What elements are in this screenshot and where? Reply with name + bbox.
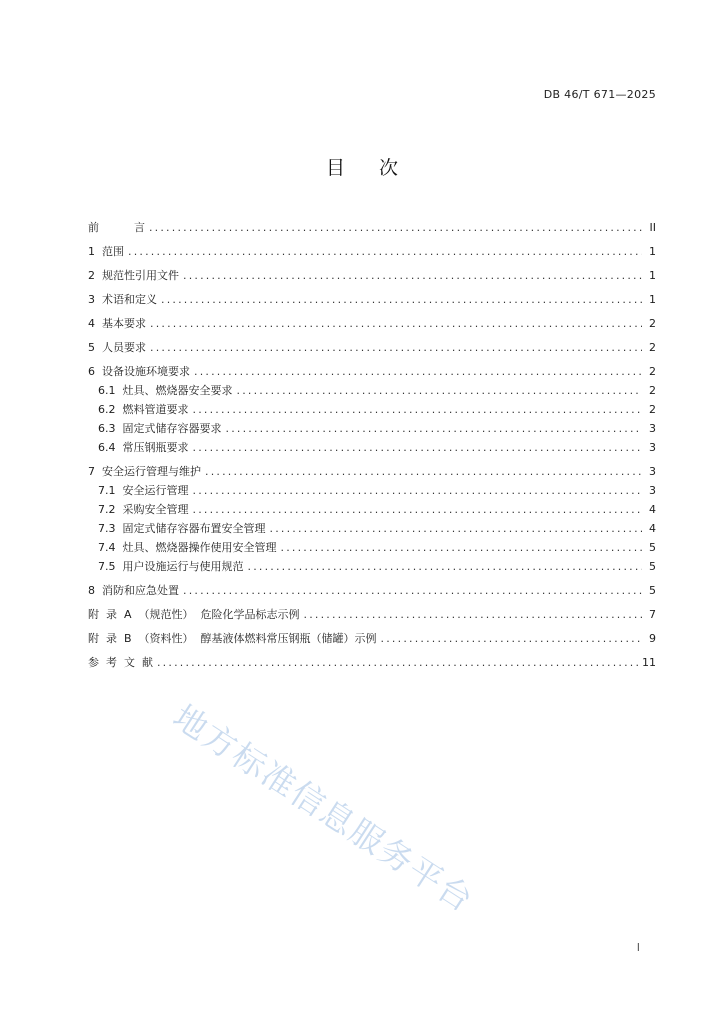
- toc-entry-label: 7.2 采购安全管理: [98, 503, 189, 516]
- toc-leader-dots: [205, 462, 642, 481]
- toc-leader-dots: [270, 519, 643, 538]
- toc-entry-references[interactable]: [88, 653, 656, 672]
- toc-title: [0, 153, 724, 180]
- toc-entry-5[interactable]: [88, 338, 656, 357]
- toc-entry-label: 1 范围: [88, 245, 124, 258]
- toc-leader-dots: [128, 242, 642, 261]
- toc-entry-page: 2: [649, 384, 656, 397]
- toc-leader-dots: [194, 362, 642, 381]
- toc-entry-8[interactable]: [88, 581, 656, 600]
- toc-entry-page: 5: [649, 584, 656, 597]
- toc-entry-label: 6.1 灶具、燃烧器安全要求: [98, 384, 233, 397]
- toc-entry-page: 2: [649, 365, 656, 378]
- toc-entry-label: 8 消防和应急处置: [88, 584, 179, 597]
- toc-entry-2[interactable]: [88, 266, 656, 285]
- toc-title-char-1: 目: [325, 157, 345, 179]
- toc-entry-7-3[interactable]: [88, 519, 656, 538]
- toc-entry-label: 5 人员要求: [88, 341, 146, 354]
- toc-leader-dots: [304, 605, 643, 624]
- toc-entry-7[interactable]: [88, 462, 656, 481]
- toc-leader-dots: [193, 438, 643, 457]
- toc-entry-4[interactable]: [88, 314, 656, 333]
- toc-leader-dots: [150, 314, 642, 333]
- toc-entry-6-4[interactable]: [88, 438, 656, 457]
- toc-entry-6-2[interactable]: [88, 400, 656, 419]
- toc-entry-appendix-a[interactable]: [88, 605, 656, 624]
- table-of-contents: [88, 218, 656, 672]
- toc-leader-dots: [381, 629, 642, 648]
- toc-entry-page: 5: [649, 541, 656, 554]
- toc-leader-dots: [237, 381, 643, 400]
- toc-entry-6-1[interactable]: [88, 381, 656, 400]
- toc-entry-label: 附 录 B （资料性） 醇基液体燃料常压钢瓶（储罐）示例: [88, 632, 377, 645]
- toc-entry-label: 7.1 安全运行管理: [98, 484, 189, 497]
- toc-leader-dots: [248, 557, 643, 576]
- toc-entry-page: 3: [649, 441, 656, 454]
- toc-entry-label: 7.5 用户设施运行与使用规范: [98, 560, 244, 573]
- toc-entry-label: 3 术语和定义: [88, 293, 157, 306]
- toc-entry-page: 2: [649, 403, 656, 416]
- toc-entry-page: 3: [649, 484, 656, 497]
- toc-entry-label: 7.3 固定式储存容器布置安全管理: [98, 522, 266, 535]
- toc-entry-label: 6.2 燃料管道要求: [98, 403, 189, 416]
- toc-entry-page: 9: [649, 632, 656, 645]
- toc-entry-7-5[interactable]: [88, 557, 656, 576]
- toc-entry-1[interactable]: [88, 242, 656, 261]
- toc-entry-page: 4: [649, 522, 656, 535]
- toc-entry-label: 7.4 灶具、燃烧器操作使用安全管理: [98, 541, 277, 554]
- page-number: I: [636, 941, 640, 954]
- toc-entry-page: 11: [642, 656, 656, 669]
- toc-leader-dots: [161, 290, 642, 309]
- toc-entry-7-4[interactable]: [88, 538, 656, 557]
- toc-entry-label: 4 基本要求: [88, 317, 146, 330]
- toc-entry-label: 6.3 固定式储存容器要求: [98, 422, 222, 435]
- toc-entry-page: 5: [649, 560, 656, 573]
- toc-entry-label: 7 安全运行管理与维护: [88, 465, 201, 478]
- toc-entry-label: 附 录 A （规范性） 危险化学品标志示例: [88, 608, 300, 621]
- toc-entry-page: 3: [649, 465, 656, 478]
- watermark-text: 地方标准信息服务平台: [166, 696, 482, 921]
- toc-leader-dots: [150, 338, 642, 357]
- toc-title-char-2: 次: [379, 157, 399, 179]
- toc-leader-dots: [193, 500, 643, 519]
- toc-entry-7-1[interactable]: [88, 481, 656, 500]
- toc-entry-appendix-b[interactable]: [88, 629, 656, 648]
- toc-entry-page: 2: [649, 341, 656, 354]
- toc-entry-label: 2 规范性引用文件: [88, 269, 179, 282]
- toc-entry-page: 2: [649, 317, 656, 330]
- toc-entry-label: 前 言: [88, 221, 145, 234]
- toc-leader-dots: [183, 581, 642, 600]
- toc-entry-page: 4: [649, 503, 656, 516]
- toc-leader-dots: [183, 266, 642, 285]
- toc-entry-foreword[interactable]: [88, 218, 656, 237]
- toc-entry-7-2[interactable]: [88, 500, 656, 519]
- toc-entry-label: 6 设备设施环境要求: [88, 365, 190, 378]
- toc-leader-dots: [193, 481, 643, 500]
- toc-leader-dots: [226, 419, 643, 438]
- toc-entry-6-3[interactable]: [88, 419, 656, 438]
- toc-entry-page: 3: [649, 422, 656, 435]
- toc-leader-dots: [149, 218, 642, 237]
- toc-entry-page: 1: [649, 269, 656, 282]
- toc-entry-3[interactable]: [88, 290, 656, 309]
- toc-entry-page: 1: [649, 245, 656, 258]
- toc-leader-dots: [157, 653, 638, 672]
- toc-entry-label: 参 考 文 献: [88, 656, 153, 669]
- toc-leader-dots: [193, 400, 643, 419]
- toc-entry-6[interactable]: [88, 362, 656, 381]
- toc-entry-page: 7: [649, 608, 656, 621]
- toc-leader-dots: [281, 538, 643, 557]
- toc-entry-page: II: [649, 221, 656, 234]
- toc-entry-page: 1: [649, 293, 656, 306]
- document-code: DB 46/T 671—2025: [543, 88, 656, 101]
- toc-entry-label: 6.4 常压钢瓶要求: [98, 441, 189, 454]
